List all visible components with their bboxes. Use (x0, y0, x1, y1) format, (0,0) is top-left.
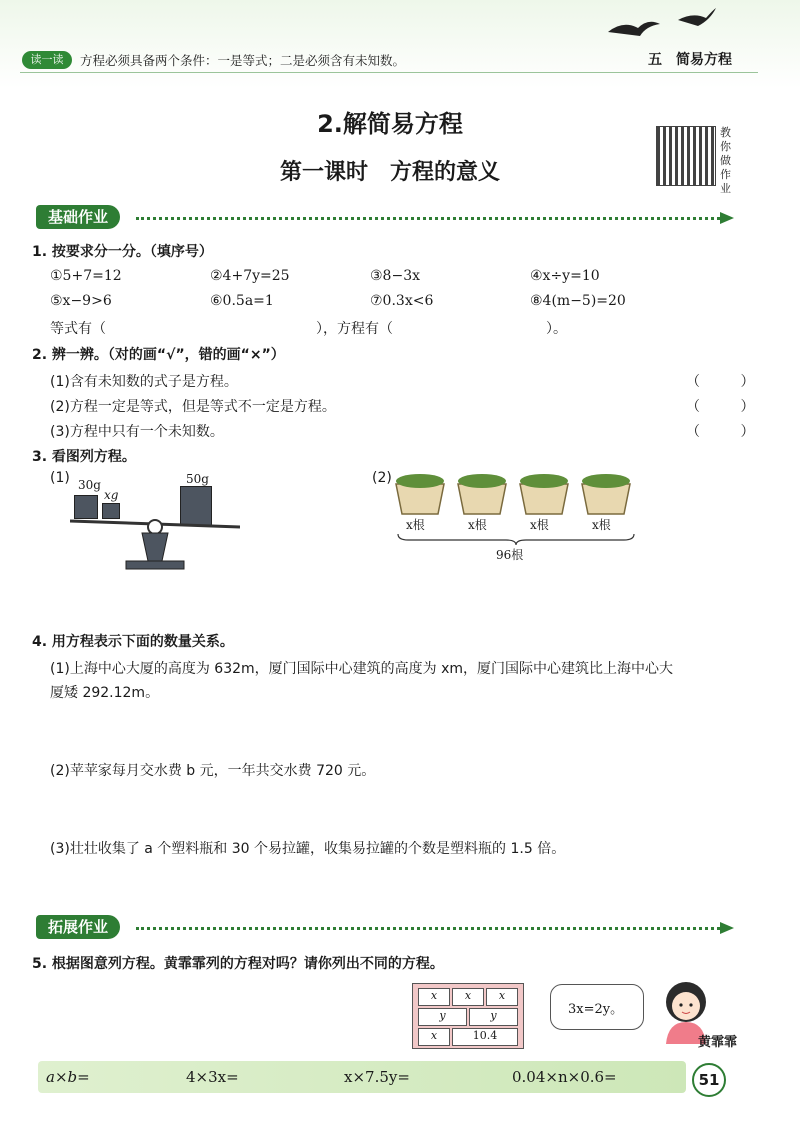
swallow-icon (598, 6, 718, 46)
answer-paren[interactable]: （ ） (686, 399, 773, 415)
q4-item: 厦矮 292.12m。 (50, 685, 160, 701)
q1-title: 1. 按要求分一分。（填序号） (32, 244, 213, 260)
brace-icon (396, 532, 636, 546)
student-name: 黄霏霏 (698, 1035, 738, 1050)
section-basic: 基础作业 (36, 205, 120, 229)
brick-cell: 10.4 (452, 1028, 518, 1046)
weight-label-x: xg (104, 488, 119, 502)
read-badge: 读一读 (22, 51, 72, 69)
qr-label: 教你做作业 (720, 126, 731, 195)
basket-label: x根 (406, 518, 425, 532)
q2-item: (1)含有未知数的式子是方程。 (50, 374, 238, 390)
section-dots (136, 927, 720, 930)
brick-cell: x (452, 988, 484, 1006)
total-label: 96根 (496, 548, 524, 562)
q4-title: 4. 用方程表示下面的数量关系。 (32, 634, 234, 650)
q1-item: ⑧4(m−5)=20 (530, 293, 626, 309)
arrow-icon (720, 212, 734, 224)
qr-code-icon[interactable] (656, 126, 716, 186)
brick-cell: x (418, 988, 450, 1006)
q3-title: 3. 看图列方程。 (32, 449, 136, 465)
basket-label: x根 (530, 518, 549, 532)
q1-item: ⑦0.3x<6 (370, 293, 434, 309)
q5-title: 5. 根据图意列方程。黄霏霏列的方程对吗？请你列出不同的方程。 (32, 956, 444, 972)
q1-item: ⑥0.5a=1 (210, 293, 274, 309)
tip-text: 方程必须具备两个条件：一是等式；二是必须含有未知数。 (80, 53, 406, 68)
basket-label: x根 (468, 518, 487, 532)
header-divider (20, 72, 758, 73)
section-dots (136, 217, 720, 220)
answer-paren[interactable]: （ ） (686, 374, 773, 390)
page-number: 51 (692, 1063, 726, 1097)
q1-item: ①5+7=12 (50, 268, 122, 284)
q3-part1-label: (1) (50, 470, 70, 486)
q1-eq-end: ）。 (546, 321, 567, 337)
arrow-icon (720, 922, 734, 934)
q1-item: ②4+7y=25 (210, 268, 290, 284)
basket-icons (392, 470, 642, 516)
q1-item: ⑤x−9>6 (50, 293, 112, 309)
unit-label: 五 简易方程 (648, 52, 732, 68)
bubble-text: 3x=2y。 (568, 1002, 624, 1017)
q2-title: 2. 辨一辨。（对的画“√”，错的画“×”） (32, 347, 285, 363)
weight-label-50: 50g (186, 472, 209, 486)
q1-eq-mid: ），方程有（ (316, 321, 393, 337)
brick-cell: x (418, 1028, 450, 1046)
answer-paren[interactable]: （ ） (686, 424, 773, 440)
basket-label: x根 (592, 518, 611, 532)
q3-part2-label: (2) (372, 470, 392, 486)
section-extend: 拓展作业 (36, 915, 120, 939)
q4-item: (2)苹苹家每月交水费 b 元，一年共交水费 720 元。 (50, 763, 376, 779)
q1-item: ③8−3x (370, 268, 420, 284)
q4-item: (1)上海中心大厦的高度为 632m，厦门国际中心建筑的高度为 xm，厦门国际中心建筑比上海中心大 (50, 661, 674, 677)
q1-item: ④x÷y=10 (530, 268, 600, 284)
q2-item: (2)方程一定是等式，但是等式不一定是方程。 (50, 399, 336, 415)
page-title: 2.解简易方程 (317, 110, 463, 138)
brick-cell: x (486, 988, 518, 1006)
q2-item: (3)方程中只有一个未知数。 (50, 424, 224, 440)
bottom-item: a×b= (46, 1068, 90, 1086)
bottom-item: x×7.5y= (344, 1068, 410, 1086)
weight-label-30: 30g (78, 478, 101, 492)
brick-cell: y (469, 1008, 518, 1026)
balance-scale-icon (70, 515, 240, 575)
bottom-item: 4×3x= (186, 1068, 239, 1086)
q4-item: (3)壮壮收集了 a 个塑料瓶和 30 个易拉罐，收集易拉罐的个数是塑料瓶的 1.5 倍。 (50, 841, 566, 857)
q1-eq-label: 等式有（ (50, 321, 106, 337)
brick-cell: y (418, 1008, 467, 1026)
page-subtitle: 第一课时 方程的意义 (279, 160, 500, 185)
bottom-item: 0.04×n×0.6= (512, 1068, 617, 1086)
